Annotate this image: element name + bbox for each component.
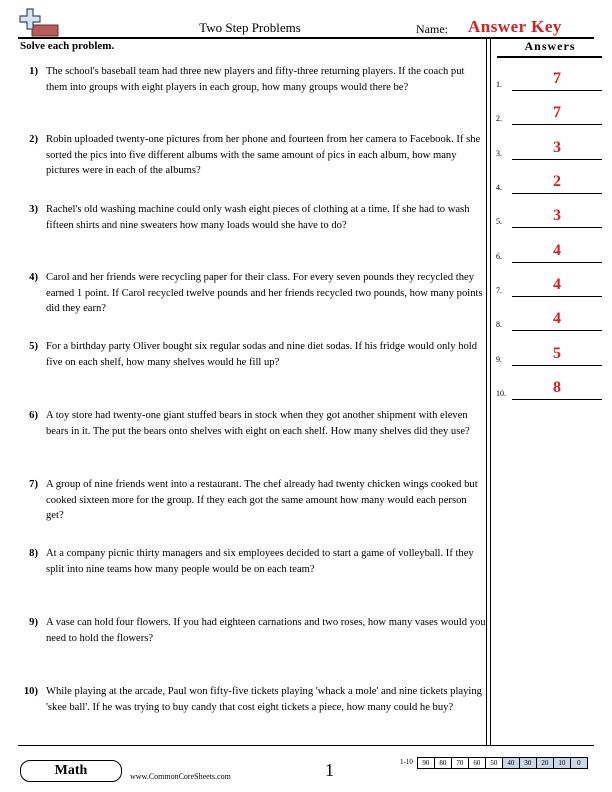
answer-value: 4 — [553, 310, 561, 327]
answer-value: 2 — [553, 173, 561, 190]
answer-line — [512, 124, 602, 125]
answer-slot — [496, 347, 604, 367]
problem-number: 7) — [29, 479, 38, 490]
page-title: Two Step Problems — [199, 20, 301, 35]
answer-slot — [496, 312, 604, 332]
score-label: 1-10 — [400, 758, 413, 766]
answer-number: 7. — [496, 286, 502, 295]
answer-number: 2. — [496, 114, 502, 123]
answer-line — [512, 159, 602, 160]
problem-text: Carol and her friends were recycling paper for their class. For every seven pounds they recycled they earned 1 point. If Carol recycled twelve pounds and her friends recycled two pounds, how many points did they earn? — [46, 272, 483, 314]
page-number: 1 — [325, 760, 334, 780]
score-cell: 50 — [486, 757, 503, 769]
answer-line — [512, 262, 602, 263]
answer-number: 10. — [496, 389, 506, 398]
problem-number: 1) — [29, 66, 38, 77]
answer-line — [512, 330, 602, 331]
problem-text: A toy store had twenty-one giant stuffed bears in stock when they got another shipment with eleven bears in it. The put the bears onto shelves with eight on each shelf. How many shelves did they use? — [46, 410, 470, 437]
answer-slot — [496, 278, 604, 298]
score-cell: 80 — [435, 757, 452, 769]
answer-slot — [496, 381, 604, 401]
problem-text: A group of nine friends went into a restaurant. The chef already had twenty chicken wings cooked but cooked sixteen more for the group. If they each got the same amount how many would each person get? — [46, 479, 478, 521]
instructions: Solve each problem. — [20, 40, 115, 52]
answer-line — [512, 365, 602, 366]
answer-slot — [496, 141, 604, 161]
answer-number: 6. — [496, 252, 502, 261]
problem-text: For a birthday party Oliver bought six regular sodas and nine diet sodas. If his fridge would only hold five on each shelf, how many shelves would he fill up? — [46, 341, 478, 368]
answer-line — [512, 227, 602, 228]
problem-number: 6) — [29, 410, 38, 421]
answer-line — [512, 296, 602, 297]
site-url: www.CommonCoreSheets.com — [130, 772, 231, 781]
answer-line — [512, 90, 602, 91]
answer-value: 4 — [553, 242, 561, 259]
answer-slot — [496, 175, 604, 195]
column-divider — [490, 37, 491, 745]
subject-badge: Math — [20, 760, 122, 782]
answer-value: 3 — [553, 207, 561, 224]
problem-text: Rachel's old washing machine could only wash eight pieces of clothing at a time. If she had to wash fifteen shirts and nine sweaters how many loads would she have to do? — [46, 204, 470, 231]
problem-number: 3) — [29, 204, 38, 215]
score-cell: 90 — [417, 757, 435, 769]
answer-line — [512, 193, 602, 194]
answers-heading: Answers — [524, 39, 576, 53]
problem-number: 9) — [29, 617, 38, 628]
score-cell: 0 — [571, 757, 588, 769]
score-cell: 70 — [452, 757, 469, 769]
answer-number: 9. — [496, 355, 502, 364]
answer-value: 8 — [553, 379, 561, 396]
column-divider — [486, 37, 487, 745]
problem-number: 8) — [29, 548, 38, 559]
footer-rule — [18, 745, 594, 746]
answer-value: 7 — [553, 104, 561, 121]
answer-number: 1. — [496, 80, 502, 89]
problem-number: 10) — [23, 686, 38, 697]
logo-icon — [18, 7, 62, 39]
score-cell: 20 — [537, 757, 554, 769]
score-cell: 10 — [554, 757, 571, 769]
answer-number: 8. — [496, 320, 502, 329]
answer-key-label: Answer Key — [468, 17, 562, 36]
answers-rule — [497, 56, 602, 58]
problem-text: Robin uploaded twenty-one pictures from her phone and fourteen from her camera to Facebook. If she sorted the pics into five different albums with the same amount of pics in each album, how many pictures were in each of the albums? — [46, 134, 481, 176]
answer-slot — [496, 72, 604, 92]
answer-value: 7 — [553, 70, 561, 87]
problem-text: At a company picnic thirty managers and six employees decided to start a game of volleyball. If they split into nine teams how many people would be on each team? — [46, 548, 474, 575]
problem-text: The school's baseball team had three new players and fifty-three returning players. If the coach put them into groups with eight players in each group, how many groups would there be? — [46, 66, 465, 93]
score-cell: 60 — [469, 757, 486, 769]
problem-text: A vase can hold four flowers. If you had eighteen carnations and two roses, how many vases would you need to hold the flowers? — [46, 617, 486, 644]
answer-number: 5. — [496, 217, 502, 226]
answer-value: 3 — [553, 139, 561, 156]
problem-number: 4) — [29, 272, 38, 283]
score-table — [398, 757, 588, 769]
answer-number: 3. — [496, 149, 502, 158]
answer-slot — [496, 106, 604, 126]
answer-slot — [496, 244, 604, 264]
name-label: Name: — [416, 22, 448, 36]
problem-number: 2) — [29, 134, 38, 145]
answer-line — [512, 399, 602, 400]
score-cell: 30 — [520, 757, 537, 769]
answer-value: 5 — [553, 345, 561, 362]
answer-number: 4. — [496, 183, 502, 192]
answer-slot — [496, 209, 604, 229]
score-cell: 40 — [503, 757, 520, 769]
problem-number: 5) — [29, 341, 38, 352]
problem-text: While playing at the arcade, Paul won fifty-five tickets playing 'whack a mole' and nine tickets playing 'skee ball'. If he was trying to buy candy that cost eight tickets a piece, how many could he buy? — [46, 686, 482, 713]
answer-value: 4 — [553, 276, 561, 293]
